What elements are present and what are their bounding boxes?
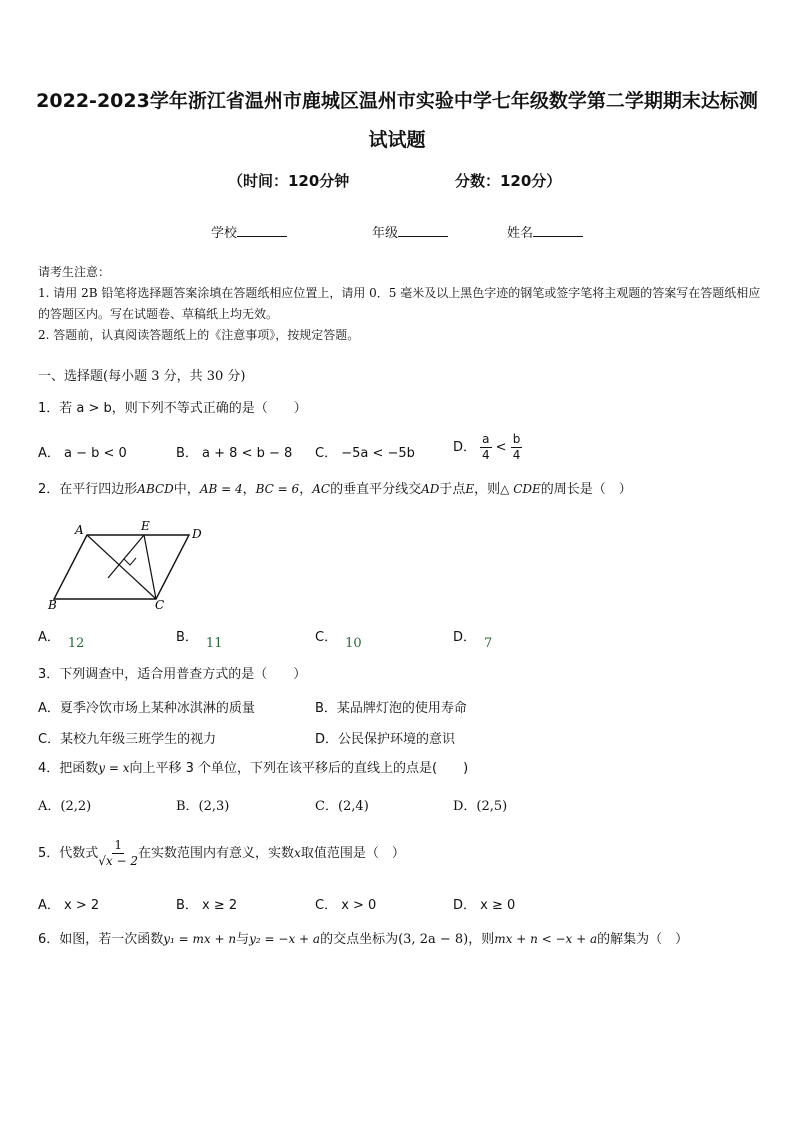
- q1-option-d[interactable]: [453, 432, 522, 463]
- q6-text: 与: [236, 932, 250, 947]
- question-3-stem: 3．下列调查中，适合用普查方式的是（ ）: [38, 667, 307, 682]
- q2-ab-length: AB = 4: [199, 482, 243, 496]
- q6-intersection-point: (3, 2a − 8): [398, 932, 469, 947]
- q2-text: 的垂直平分线交: [330, 482, 422, 497]
- q2-option-d[interactable]: [453, 626, 493, 651]
- label-e: E: [141, 519, 150, 533]
- q6-text: 6．如图，若一次函数: [38, 932, 164, 947]
- label-b: B: [48, 598, 57, 612]
- q3-option-a[interactable]: A．夏季冷饮市场上某种冰淇淋的质量: [38, 701, 255, 716]
- q2-text: 于点: [439, 482, 466, 497]
- q5-option-d[interactable]: D． x ≥ 0: [453, 898, 516, 913]
- q2-text: ，: [299, 482, 313, 497]
- option-label: D．: [453, 630, 477, 645]
- q5-option-c[interactable]: C． x > 0: [315, 898, 377, 913]
- fraction-denominator: √x − 2: [98, 854, 139, 868]
- grade-field[interactable]: [372, 222, 448, 241]
- q4-option-d[interactable]: D．(2,5): [453, 799, 508, 814]
- q2-text: 2．在平行四边形: [38, 482, 138, 497]
- q4-option-b[interactable]: B．(2,3): [176, 799, 230, 814]
- q2-text: 的周长是（ ）: [540, 482, 632, 497]
- label-c: C: [155, 598, 165, 612]
- q5-text: 取值范围是（ ）: [300, 846, 405, 861]
- fraction-denominator: 4: [482, 448, 490, 462]
- q2-parallelogram-name: ABCD: [137, 482, 174, 496]
- fraction-a-over-4: [480, 432, 491, 463]
- q5-text: 5．代数式: [38, 846, 99, 861]
- school-blank[interactable]: [237, 224, 287, 237]
- option-value: 7: [484, 636, 493, 651]
- option-value: 11: [205, 636, 223, 651]
- fraction-denominator: 4: [512, 448, 521, 462]
- school-field[interactable]: [211, 222, 287, 241]
- question-1-stem: 1．若 a > b，则下列不等式正确的是（ ）: [38, 401, 307, 416]
- option-value: 10: [345, 636, 362, 651]
- q4-text: 4．把函数: [38, 761, 99, 776]
- name-blank[interactable]: [533, 224, 583, 237]
- name-field[interactable]: [507, 222, 583, 241]
- exam-title-line2: 试试题: [368, 129, 426, 151]
- q3-option-d[interactable]: D．公民保护环境的意识: [315, 732, 456, 747]
- q1-option-d-label: D．: [453, 440, 477, 455]
- q2-text: ，则: [474, 482, 501, 497]
- option-value: 12: [67, 636, 85, 651]
- q6-text: 的交点坐标为: [320, 932, 399, 947]
- fraction-numerator: 1: [114, 838, 122, 852]
- q6-inequality: mx + n < −x + a: [494, 932, 598, 946]
- q4-option-c[interactable]: C．(2,4): [315, 799, 369, 814]
- less-than-sign: <: [495, 440, 507, 455]
- fraction-b-over-4: [511, 432, 523, 463]
- grade-blank[interactable]: [398, 224, 448, 237]
- q6-text: ，则: [468, 932, 495, 947]
- q6-text: 的解集为（ ）: [597, 932, 689, 947]
- q4-option-a[interactable]: A．(2,2): [38, 799, 92, 814]
- q2-point-e: E: [465, 482, 475, 496]
- q4-function: y = x: [98, 761, 130, 775]
- q2-ac: AC: [312, 482, 331, 496]
- notice-item-1: 1. 请用 2B 铅笔将选择题答案涂填在答题纸相应位置上，请用 0．5 毫米及以上黑色字迹的钢笔或签字笔将主观题的答案写在答题纸相应的答题区内。写在试题卷、草稿纸上均无效。: [38, 286, 761, 321]
- question-4-stem: [38, 758, 468, 779]
- exam-score: 分数：120分）: [455, 172, 562, 190]
- exam-title-line1: 2022-2023学年浙江省温州市鹿城区温州市实验中学七年级数学第二学期期末达标测: [36, 90, 758, 112]
- question-5-stem: [38, 835, 405, 872]
- fraction-numerator: b: [512, 432, 521, 446]
- q2-option-a[interactable]: [38, 626, 85, 651]
- q6-function-2: y₂ = −x + a: [249, 932, 321, 946]
- q2-triangle-cde: △ CDE: [500, 482, 541, 496]
- option-label: C．: [315, 630, 338, 645]
- fraction-numerator: a: [482, 432, 490, 446]
- q3-option-c[interactable]: C．某校九年级三班学生的视力: [38, 732, 217, 747]
- grade-label: 年级: [372, 226, 399, 241]
- notice-heading: 请考生注意：: [38, 265, 111, 279]
- q2-ad: AD: [421, 482, 440, 496]
- q5-variable: x: [294, 846, 301, 860]
- q6-function-1: y₁ = mx + n: [163, 932, 237, 946]
- q2-text: 中，: [173, 482, 200, 497]
- q5-option-b[interactable]: B． x ≥ 2: [176, 898, 238, 913]
- q2-option-b[interactable]: [176, 626, 223, 651]
- q3-option-b[interactable]: B．某品牌灯泡的使用寿命: [315, 701, 467, 716]
- school-label: 学校: [211, 226, 238, 241]
- q5-text: 在实数范围内有意义，实数: [138, 846, 295, 861]
- option-label: A．: [38, 630, 60, 645]
- q2-text: ，: [242, 482, 256, 497]
- section-heading: 一、选择题(每小题 3 分，共 30 分): [38, 369, 246, 384]
- q4-text: 向上平移 3 个单位，下列在该平移后的直线上的点是( ): [129, 761, 469, 776]
- notice-block: [38, 262, 768, 346]
- q5-option-a[interactable]: A． x > 2: [38, 898, 100, 913]
- exam-time: （时间：120分钟: [228, 172, 350, 190]
- q5-fraction: [98, 838, 138, 869]
- q1-option-c[interactable]: C． −5a < −5b: [315, 446, 415, 461]
- label-d: D: [192, 527, 202, 541]
- question-6-stem: [38, 929, 688, 950]
- label-a: A: [75, 523, 84, 537]
- name-label: 姓名: [507, 226, 534, 241]
- option-label: B．: [176, 630, 198, 645]
- parallelogram-figure: [40, 516, 220, 612]
- q1-option-a[interactable]: A． a − b < 0: [38, 446, 127, 461]
- q1-option-b[interactable]: B． a + 8 < b − 8: [176, 446, 293, 461]
- question-2-stem: [38, 479, 632, 500]
- q2-option-c[interactable]: [315, 626, 362, 651]
- q2-bc-length: BC = 6: [255, 482, 300, 496]
- notice-item-2: 2. 答题前，认真阅读答题纸上的《注意事项》，按规定答题。: [38, 328, 360, 342]
- right-angle-mark: [124, 558, 136, 565]
